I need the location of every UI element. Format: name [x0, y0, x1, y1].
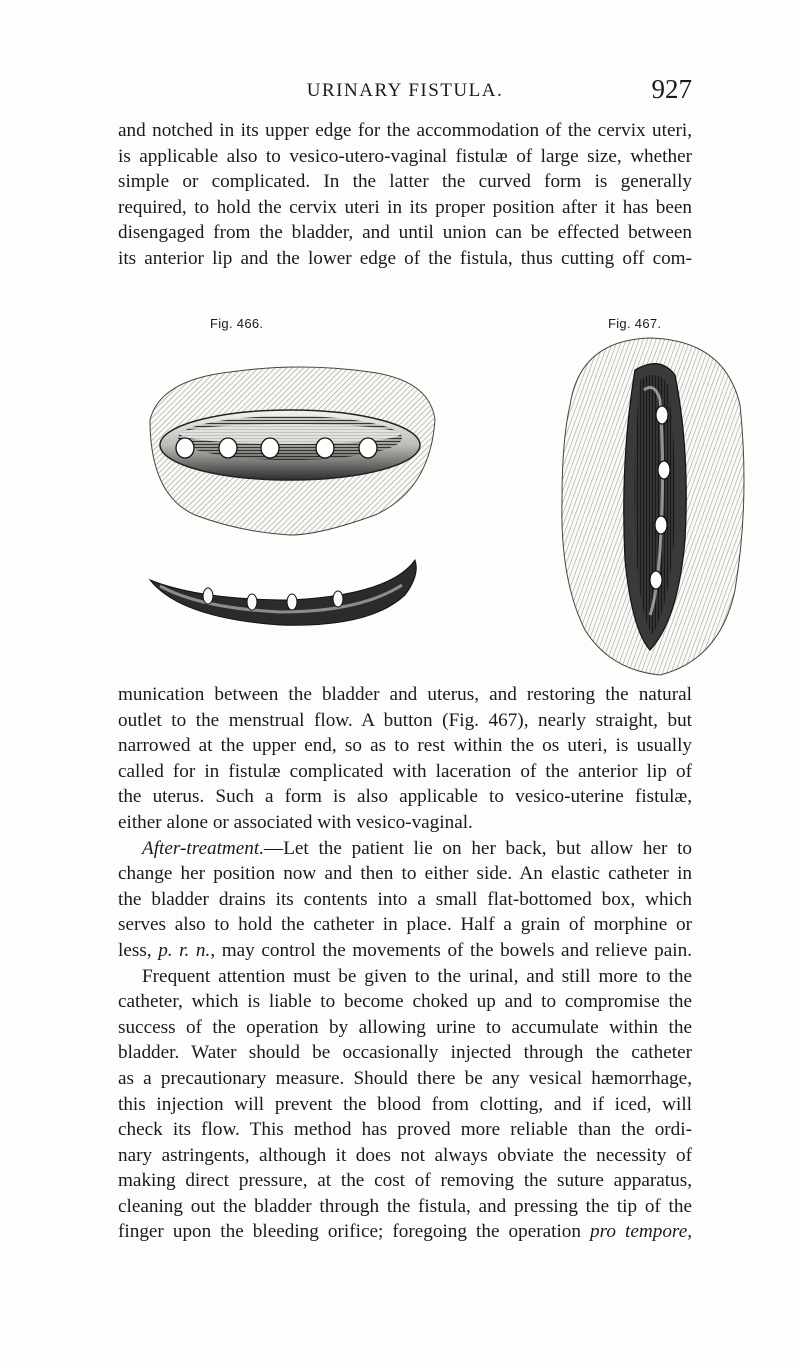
text-line: munication between the bladder and uterus, and restoring the natural	[118, 684, 692, 705]
text-line: the uterus. Such a form is also applicable to vesico-uterine fistulæ,	[118, 786, 692, 808]
paragraph-2	[118, 682, 692, 1245]
text-line: this injection will prevent the blood from clotting, and if iced, will	[118, 1093, 692, 1115]
prn-abbreviation: p. r. n.	[158, 939, 211, 961]
text-fragment: —Let the patient lie on her back, but allow her to	[264, 837, 692, 859]
text-line-prn: less, p. r. n., may control the movements of the bowels and relieve pain.	[118, 939, 692, 961]
figure-467-straight-button-illustration	[540, 330, 760, 680]
text-line: serves also to hold the catheter in place. Half a grain of morphine or	[118, 914, 692, 936]
text-line: nary astringents, although it does not always obviate the necessity of	[118, 1144, 692, 1166]
text-line: the bladder drains its contents into a small flat-bottomed box, which	[118, 888, 692, 910]
text-line: bladder. Water should be occasionally injected through the catheter	[118, 1042, 692, 1064]
text-fragment: finger upon the bleeding orifice; foregoing the operation	[118, 1221, 581, 1243]
text-line: making direct pressure, at the cost of removing the suture apparatus,	[118, 1170, 692, 1192]
text-line: is applicable also to vesico-utero-vaginal fistulæ of large size, whether	[118, 145, 692, 167]
text-line: either alone or associated with vesico-vaginal.	[118, 811, 473, 833]
figure-466-caption: Fig. 466.	[210, 316, 264, 331]
text-line: called for in fistulæ complicated with laceration of the anterior lip of	[118, 760, 692, 782]
text-line: simple or complicated. In the latter the curved form is generally	[118, 171, 692, 193]
text-line: catheter, which is liable to become choked up and to compromise the	[118, 991, 692, 1013]
text-line: check its flow. This method has proved more reliable than the ordi-	[118, 1119, 692, 1141]
figure-466-curved-button-illustration	[140, 350, 440, 635]
text-line: outlet to the menstrual flow. A button (Fig. 467), nearly straight, but	[118, 709, 692, 731]
pro-tempore: pro tempore,	[590, 1221, 693, 1243]
running-title: URINARY FISTULA.	[306, 80, 504, 101]
text-line: as a precautionary measure. Should there be any vesical hæmorrhage,	[118, 1067, 692, 1089]
after-treatment-heading: After-treatment.	[142, 837, 264, 859]
text-fragment: may control the movements of the bowels and relieve pain.	[221, 939, 692, 961]
figure-467-caption: Fig. 467.	[608, 316, 662, 331]
text-line: cleaning out the bladder through the fistula, and pressing the tip of the	[118, 1195, 692, 1217]
page-number: 927	[651, 74, 692, 104]
paragraph-1	[118, 118, 692, 272]
text-line-final	[118, 1219, 692, 1245]
text-line: disengaged from the bladder, and until union can be effected between	[118, 222, 692, 244]
text-line: success of the operation by allowing urine to accumulate within the	[118, 1016, 692, 1038]
text-line: narrowed at the upper end, so as to rest within the os uteri, is usually	[118, 735, 692, 757]
text-line: and notched in its upper edge for the accommodation of the cervix uteri,	[118, 120, 692, 141]
text-fragment: less,	[118, 939, 152, 961]
running-head	[118, 76, 692, 108]
text-line: required, to hold the cervix uteri in its proper position after it has been	[118, 196, 692, 218]
text-line-after-treatment	[118, 836, 692, 862]
text-line: Frequent attention must be given to the urinal, and still more to the	[142, 965, 692, 987]
text-line: its anterior lip and the lower edge of the fistula, thus cutting off com-	[118, 247, 692, 269]
text-line: change her position now and then to either side. An elastic catheter in	[118, 863, 692, 885]
